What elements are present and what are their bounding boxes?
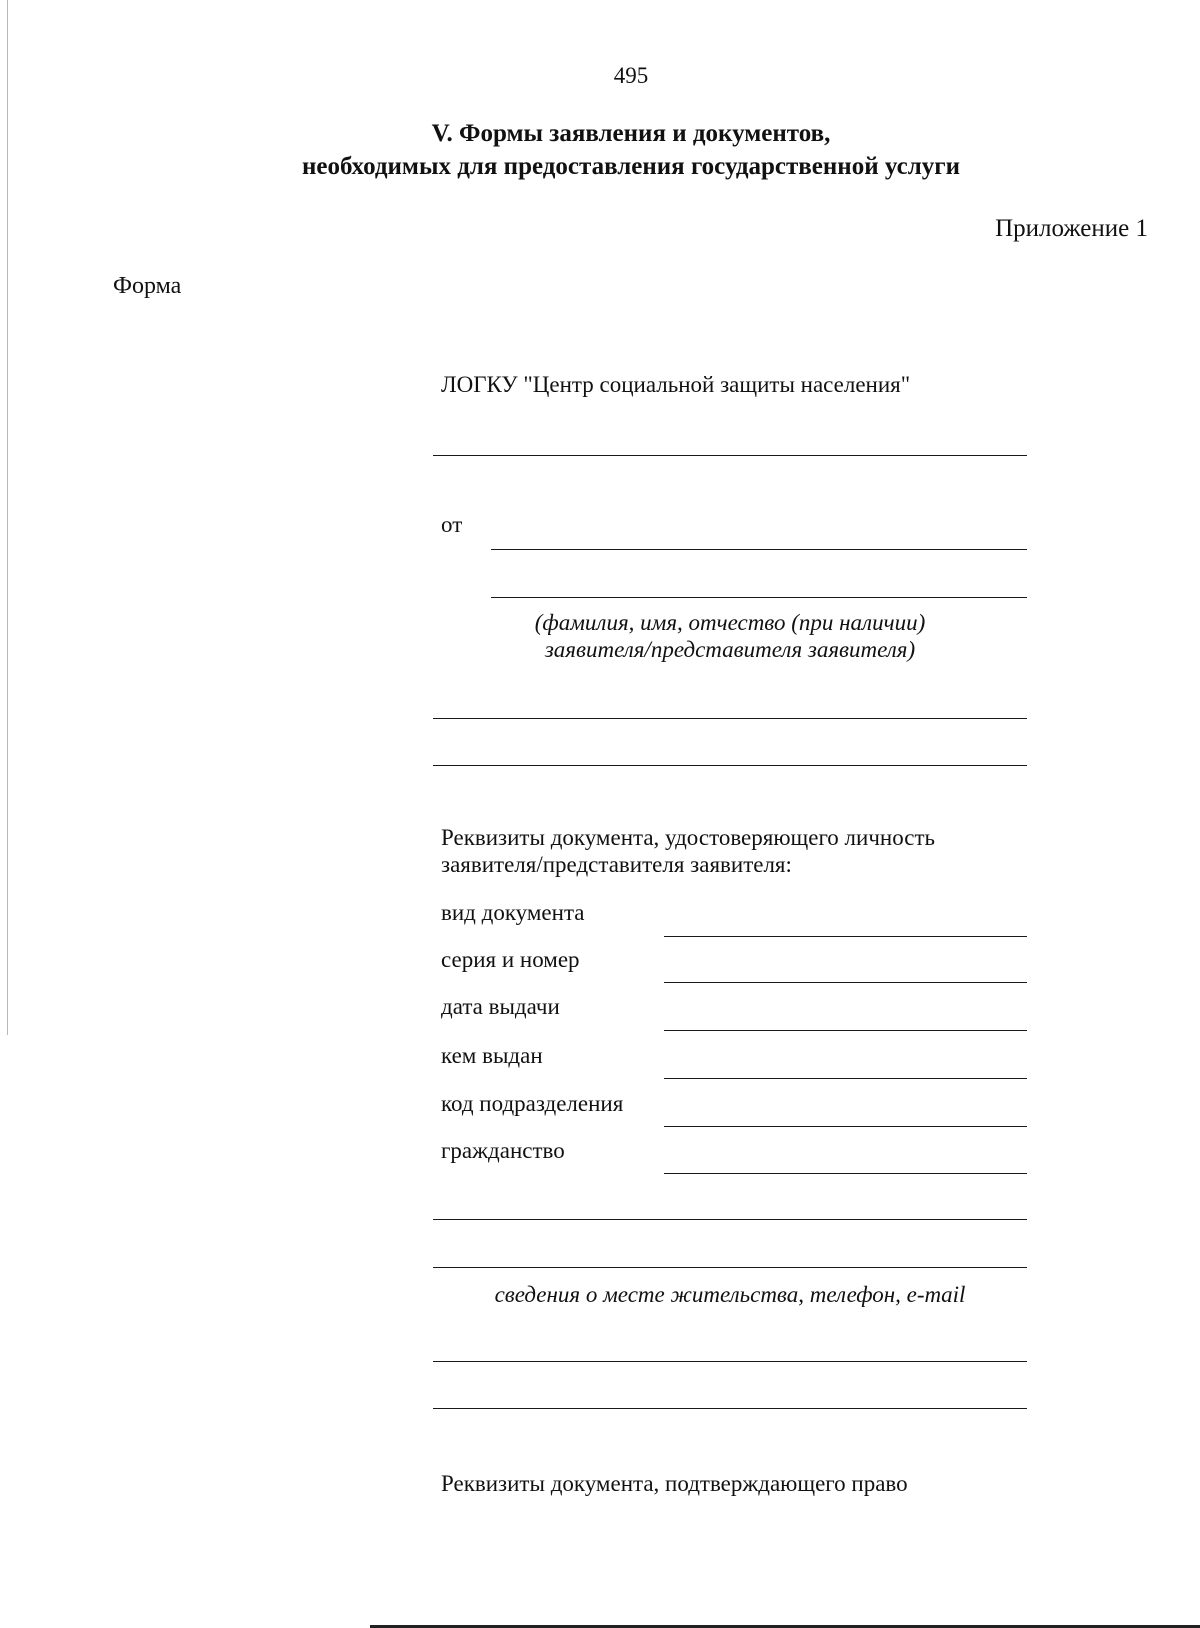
applicant-name-line-1	[491, 549, 1027, 550]
addressee: ЛОГКУ "Центр социальной защиты населения"	[441, 372, 911, 397]
field-label-issue-date: дата выдачи	[441, 994, 560, 1019]
page-number: 495	[613, 63, 649, 88]
right-doc-heading: Реквизиты документа, подтверждающего право	[441, 1471, 908, 1496]
addressee-blank-line	[433, 455, 1027, 456]
applicant-caption-line-2: заявителя/представителя заявителя)	[544, 637, 916, 662]
field-line-doc-type	[664, 936, 1027, 937]
applicant-name-line-2	[491, 597, 1027, 598]
field-label-series-number: серия и номер	[441, 947, 580, 972]
applicant-caption-line-1: (фамилия, имя, отчество (при наличии)	[534, 610, 926, 635]
contact-line-4	[433, 1408, 1027, 1409]
identity-doc-heading-line-2: заявителя/представителя заявителя:	[441, 852, 792, 877]
field-line-issued-by	[664, 1078, 1027, 1079]
field-line-issue-date	[664, 1030, 1027, 1031]
section-title-line-1: V. Формы заявления и документов,	[431, 120, 831, 147]
field-line-series-number	[664, 982, 1027, 983]
identity-doc-heading-line-1: Реквизиты документа, удостоверяющего личность	[441, 825, 936, 850]
contact-line-3	[433, 1361, 1027, 1362]
form-label: Форма	[113, 273, 182, 299]
section-title-line-2: необходимых для предоставления государственной услуги	[302, 153, 960, 180]
field-label-doc-type: вид документа	[441, 900, 585, 925]
applicant-extra-line-1	[433, 718, 1027, 719]
field-label-division-code: код подразделения	[441, 1091, 624, 1116]
field-line-division-code	[664, 1126, 1027, 1127]
field-line-citizenship	[664, 1173, 1027, 1174]
contact-line-2	[433, 1267, 1027, 1268]
applicant-extra-line-2	[433, 765, 1027, 766]
appendix-label: Приложение 1	[995, 215, 1148, 242]
field-label-issued-by: кем выдан	[441, 1043, 543, 1068]
from-label: от	[441, 512, 463, 537]
contact-caption: сведения о месте жительства, телефон, e-mail	[494, 1282, 966, 1307]
contact-line-1	[433, 1219, 1027, 1220]
field-label-citizenship: гражданство	[441, 1138, 565, 1163]
